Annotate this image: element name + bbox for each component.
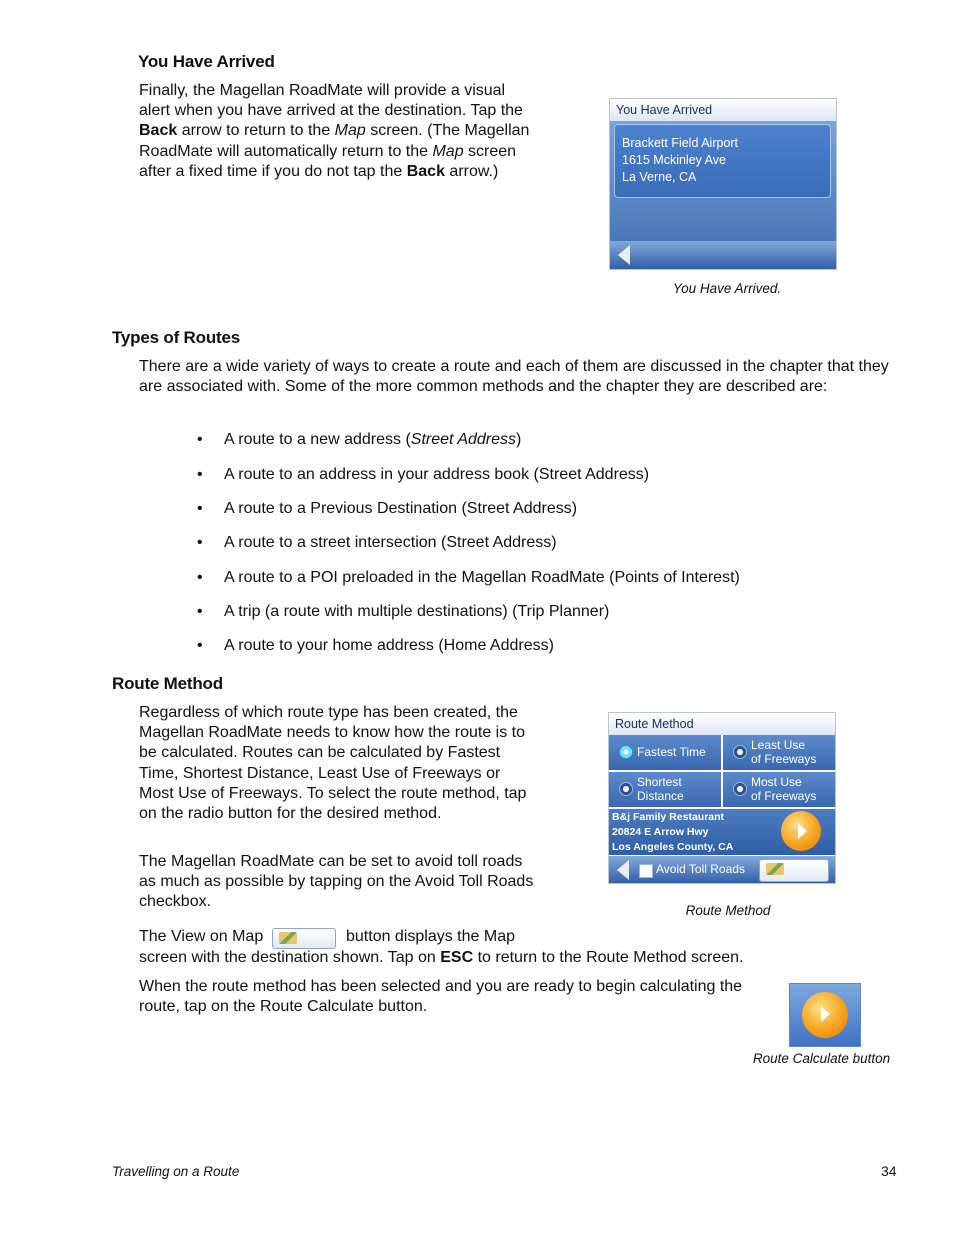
back-arrow-icon[interactable] (618, 245, 630, 265)
list-item-text (224, 466, 649, 484)
bullet-icon: • (197, 466, 203, 483)
bullet-icon: • (197, 637, 203, 654)
text-run: A route to an address in your address book (Street Address) (224, 466, 650, 483)
route-method-screen (608, 712, 836, 884)
heading-route-method: Route Method (112, 674, 223, 693)
text-run: A route to your home address (Home Address) (224, 637, 554, 654)
text-run: arrow to return to the (177, 122, 335, 140)
destination-line: Los Angeles County, CA (612, 841, 734, 853)
destination-info (609, 809, 835, 855)
list-item-text (224, 431, 521, 449)
back-arrow-icon[interactable] (617, 860, 629, 880)
text-run: A trip (a route with multiple destinations) (Trip Planner) (224, 603, 610, 620)
view-on-map-text-line2 (139, 948, 899, 968)
option-label: Shortest Distance (637, 775, 684, 803)
view-on-map-text-a: The View on Map (139, 928, 264, 945)
italic-text: Map (334, 122, 366, 140)
text-run: A route to a new address ( (224, 431, 411, 448)
option-label: Least Use of Freeways (751, 738, 817, 766)
map-icon (766, 863, 784, 875)
bullet-icon: • (197, 500, 203, 517)
radio-icon[interactable] (733, 782, 747, 796)
map-icon (279, 932, 297, 944)
list-item-text (224, 534, 557, 552)
list-item (197, 569, 740, 587)
option-fastest-time[interactable] (609, 735, 721, 770)
list-item (197, 500, 577, 518)
page-number: 34 (881, 1163, 897, 1179)
option-shortest-distance[interactable] (609, 772, 721, 807)
list-item-text (224, 569, 740, 587)
route-options (609, 735, 835, 807)
list-item (197, 637, 554, 655)
text-run: A route to a POI preloaded in the Magellan RoadMate (Points of Interest) (224, 569, 740, 586)
footer-chapter: Travelling on a Route (112, 1164, 240, 1179)
view-on-map-text-b: button displays the Map (346, 928, 515, 945)
radio-icon[interactable] (619, 782, 633, 796)
bold-text: Back (139, 122, 178, 140)
caption-route-calculate: Route Calculate button (752, 1051, 891, 1066)
destination-line: 20824 E Arrow Hwy (612, 826, 709, 838)
bottom-bar (610, 241, 836, 269)
option-least-use-freeways[interactable] (723, 735, 835, 770)
view-on-map-inline-button (272, 928, 336, 949)
text-run: to return to the Route Method screen. (473, 949, 744, 966)
text-run: Finally, the Magellan RoadMate will provide a visual alert when you have arrived at the destination. Tap the (139, 82, 523, 120)
radio-selected-icon[interactable] (619, 745, 633, 759)
caption-route-method: Route Method (685, 903, 771, 918)
address-line: Brackett Field Airport (622, 136, 739, 150)
list-item-text (224, 500, 577, 518)
caption-you-have-arrived: You Have Arrived. (672, 281, 782, 296)
text-run: arrow.) (444, 162, 499, 180)
avoid-toll-checkbox[interactable] (639, 864, 653, 878)
arrived-body (610, 121, 836, 269)
option-most-use-freeways[interactable] (723, 772, 835, 807)
bullet-icon: • (197, 603, 203, 620)
paragraph-types-intro: There are a wide variety of ways to create a route and each of them are discussed in the chapter that they are associated with. Some of the more common methods and the chapter they are described are: (139, 358, 889, 396)
bullet-icon: • (197, 534, 203, 551)
address-line: La Verne, CA (622, 170, 697, 184)
italic-text: Map (432, 142, 464, 160)
bottom-bar (609, 856, 835, 884)
paragraph-avoid-toll: The Magellan RoadMate can be set to avoid toll roads as much as possible by tapping on the Avoid Toll Roads checkbox. (139, 853, 534, 911)
list-item (197, 603, 609, 621)
text-run: A route to a street intersection (Street Address) (224, 534, 557, 551)
avoid-toll-label: Avoid Toll Roads (656, 862, 745, 876)
view-on-map-button[interactable] (759, 859, 829, 882)
address-box (614, 124, 831, 198)
bold-text: ESC (440, 949, 474, 966)
option-label: Fastest Time (637, 745, 706, 759)
list-item-text (224, 603, 609, 621)
route-calculate-button-figure (789, 983, 861, 1047)
text-run: screen with the destination shown. Tap on (139, 949, 441, 966)
address-line: 1615 Mckinley Ave (622, 153, 726, 167)
route-calculate-icon (802, 992, 848, 1038)
list-item (197, 466, 649, 484)
italic-text: Street Address (410, 431, 517, 448)
text-run: ) (516, 431, 522, 448)
heading-you-have-arrived: You Have Arrived (138, 52, 275, 71)
bullet-icon: • (197, 569, 203, 586)
paragraph-route-method: Regardless of which route type has been created, the Magellan RoadMate needs to know how the route is to be calculated. Routes can be calculated by Fastest Time, Shortest Distance, Least Use of Freeways or Most Use of Freeways. To select the route method, tap on the radio button for the desired method. (139, 704, 527, 823)
destination-line: B&j Family Restaurant (612, 811, 725, 823)
option-label: Most Use of Freeways (751, 775, 817, 803)
text-run: A route to a Previous Destination (Street Address) (224, 500, 578, 517)
list-item-text (224, 637, 554, 655)
radio-icon[interactable] (733, 745, 747, 759)
heading-types-of-routes: Types of Routes (112, 328, 240, 347)
you-have-arrived-screen (609, 98, 837, 270)
screen-title: Route Method (609, 713, 835, 735)
screen-title: You Have Arrived (610, 99, 836, 121)
bullet-icon: • (197, 431, 203, 448)
route-calculate-icon[interactable] (781, 811, 821, 851)
text-run: screen. (The Magellan RoadMate will automatically return to the (139, 122, 530, 160)
bold-text: Back (406, 162, 445, 180)
list-item (197, 534, 557, 552)
text-run: screen after a fixed time if you do not tap the (139, 142, 517, 180)
list-item (197, 431, 521, 449)
paragraph-route-calculate: When the route method has been selected and you are ready to begin calculating the route, tap on the Route Calculate button. (139, 978, 743, 1016)
paragraph-arrived (139, 81, 533, 182)
